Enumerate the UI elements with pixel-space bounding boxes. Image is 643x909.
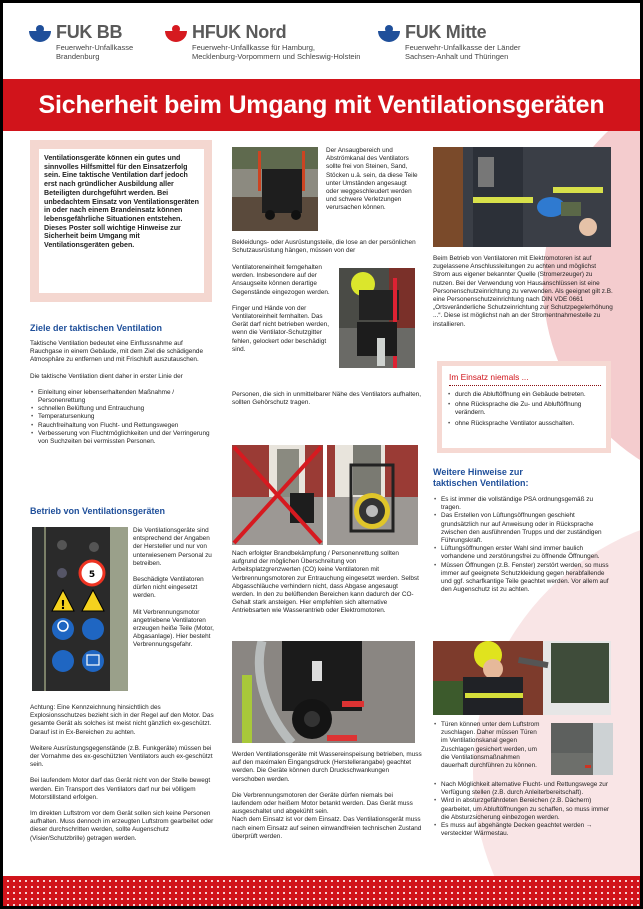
paragraph: Personen, die sich in unmittelbarer Nähe des Ventilators aufhalten, sollten Gehörschutz tragen. — [232, 391, 421, 407]
paragraph: Finger und Hände von der Ventilatoreinheit fernhalten. Das Gerät darf nicht betrieben werden, wenn die Ventilator-Schutzgitter fehlen, gelockert oder beschädigt sind. — [232, 304, 329, 353]
gehoer-text — [232, 391, 422, 415]
more-hints — [433, 781, 613, 838]
paragraph: Werden Ventilationsgeräte mit Wassereinspeisung betrieben, muss auf den maximalen Eingangsdruck (Herstellerangabe) geachtet werden. Die Geräte können durch Druckschwankungen verschoben werden. — [232, 751, 422, 783]
tueren-list — [433, 721, 541, 770]
list-item: • Lüftungsöffnungen erster Wahl sind immer baulich vorhandene und zerstörungsfrei zu öffnende Öffnungen. — [433, 545, 611, 561]
paragraph: Bekleidungs- oder Ausrüstungsteile, die lose an der persönlichen Schutzausrüstung hängen, müssen von der — [232, 239, 416, 255]
logo-fuk-bb — [29, 23, 133, 61]
photo-wrong-combustion-ventilator — [232, 445, 323, 545]
paragraph: Achtung: Eine Kennzeichnung hinsichtlich des Explosionsschutzes bezieht sich in der Regel auf den Motor. Das gesamte Gerät als solches ist meist nicht gänzlich ex-geschützt. Darauf ist in Ex-Bereichen zu achten. — [30, 704, 214, 736]
list-item: • Es muss auf abgehängte Decken geachtet werden → versteckter Wärmestau. — [433, 822, 613, 838]
dguv-logo-icon — [378, 25, 402, 45]
niemals-list — [447, 391, 599, 428]
logo-subtitle: Mecklenburg-Vorpommern und Schleswig-Holstein — [192, 52, 361, 61]
paragraph: Ventilatoreneinheit ferngehalten werden. Insbesondere auf der Ansaugseite können derartige Gegenstände eingezogen werden. — [232, 264, 330, 296]
photo-firefighter-ventilator — [339, 268, 415, 368]
logo-name: FUK Mitte — [405, 22, 487, 42]
page-title: Sicherheit beim Umgang mit Ventilationsgeräten — [38, 90, 605, 119]
elektro-text — [433, 255, 613, 337]
paragraph: Beschädigte Ventilatoren dürfen nicht eingesetzt werden. — [133, 576, 204, 600]
section-weitere — [433, 467, 611, 594]
paragraph: Die Ventilationsgeräte sind entsprechend der Angaben der Hersteller und nur von unterwiesenem Personal zu betreiben. — [133, 527, 212, 567]
list-item: • ohne Rücksprache die Zu- und Abluftöffnung verändern. — [447, 401, 599, 417]
heading-line: taktischen Ventilation: — [433, 478, 529, 488]
list-item: • Nach Möglichkeit alternative Flucht- und Rettungswege zur Verfügung stellen (z.B. durch Anleiterbereitschaft). — [433, 781, 613, 797]
section-heading: Ziele der taktischen Ventilation — [30, 323, 163, 333]
more-list — [433, 781, 613, 838]
paragraph: Taktische Ventilation bedeutet eine Einflussnahme auf Rauchgase in einem Gebäude, mit dem Ziel die schädigende Atmosphäre zu entfernen und mit Frischluft auszutauschen. — [30, 340, 204, 364]
logo-subtitle: Brandenburg — [56, 52, 100, 61]
dguv-logo-icon — [29, 25, 53, 45]
section-heading — [433, 467, 611, 489]
list-item: • ohne Rücksprache Ventilator ausschalten. — [447, 420, 599, 428]
list-item: • Rauchfreihaltung von Flucht- und Rettungswegen — [30, 422, 215, 430]
paragraph: Beim Betrieb von Ventilatoren mit Elektromotoren ist auf zugelassene Anschlussleitungen zu achten und möglichst Strom aus eigener bekannter Quelle (Stromerzeuger) zu nutzen. Bei der Verwendung von Hausanschlüssen ist eine Personenschutzeinrichtung zu verwenden. Als geeignet gilt z.B. eine Personenschutzeinrichtung nach DIN VDE 0661 „Ortsveränderliche Schutzeinrichtung zur Schutzpegelerhöhung ...“. Diese ist möglichst nah an der Stromentnahmestelle zu installieren. — [433, 255, 613, 328]
paragraph: Weitere Ausrüstungsgegenstände (z.B. Funkgeräte) müssen bei der Vornahme des ex-geschützten Ventilators auch ex-geschützt sein. — [30, 744, 213, 769]
betrieb-side-text — [133, 527, 217, 658]
list-item: • Es ist immer die vollständige PSA ordnungsgemäß zu tragen. — [433, 496, 611, 512]
list-item: • durch die Abluftöffnung ein Gebäude betreten. — [447, 391, 599, 399]
logo-name: HFUK Nord — [192, 22, 287, 42]
paragraph: Nach erfolgter Brandbekämpfung / Personenrettung sollten aufgrund der möglichen Überschreitung von Arbeitsplatzgrenzwerten (CO) keine Ventilatoren mit Verbrennungsmotoren zur Entrauchung eingesetzt werden. Selbst Abgasschläuche verhindern nicht, dass Abgase angesaugt werden. In den zu belüftenden Bereichen kann dadurch der CO-Gehalt stark ansteigen. Hier empfehlen sich alternative Antriebsarten wie Wasserantrieb oder Elektromotoren. — [232, 550, 419, 615]
betrieb-text — [30, 704, 217, 851]
photo-ventilator-ground — [232, 147, 318, 231]
logo-subtitle: Feuerwehr-Unfallkasse — [56, 43, 134, 52]
intro-box — [30, 140, 212, 302]
list-item: • Verbesserung von Fluchtmöglichkeiten und der Verringerung von Suchzeiten bei vermissten Personen. — [30, 430, 215, 446]
section-betrieb — [30, 506, 215, 523]
list-item: • Einleitung einer lebenserhaltenden Maßnahme / Personenrettung — [30, 389, 215, 405]
intro-text: Ventilationsgeräte können ein gutes und sinnvolles Hilfsmittel für den Einsatzerfolg sein. Eine taktische Ventilation darf jedoch erst nach gründlicher Ausbildung aller Beteiligten durchgeführt werden. Bei unbedachtem Einsatz von Ventilationsgeräten in oder nach einem Brandeinsatz können lebensgefährliche Situationen entstehen. Dieses Poster soll wichtige Hinweise zur Sicherheit beim Umgang mit Ventilationsgeräten geben. — [39, 149, 204, 293]
logo-subtitle: Feuerwehr-Unfallkasse der Länder — [405, 43, 521, 52]
section-ziele — [30, 323, 215, 446]
niemals-heading: Im Einsatz niemals ... — [449, 372, 601, 386]
title-band — [3, 79, 640, 131]
wasser-text — [232, 751, 422, 841]
list-item: • Wird in absturzgefährdeten Bereichen (z.B. Dächern) gearbeitet, um Abluftöffnungen zu schaffen, so muss immer die Absturzsicherung einbezogen werden. — [433, 797, 613, 822]
photo-firefighter-window — [433, 641, 611, 715]
bekleidung-rest-text — [232, 264, 330, 362]
section-heading: Betrieb von Ventilationsgeräten — [30, 506, 166, 516]
logo-subtitle: Sachsen-Anhalt und Thüringen — [405, 52, 509, 61]
dguv-logo-icon — [165, 25, 189, 45]
svg-text:!: ! — [60, 598, 66, 612]
list-item: • schnellen Belüftung und Entrauchung — [30, 405, 215, 413]
header — [3, 3, 640, 79]
photo-correct-electric-ventilator — [327, 445, 418, 545]
photo-electrical-connectors — [433, 147, 611, 247]
paragraph: Der Ansaugbereich und Abströmkanal des Ventilators sollte frei von Steinen, Sand, Stöcken u.ä. sein, da diese Teile unter Umständen angesaugt oder weggeschleudert werden und schwere Verletzungen verursachen können. — [326, 147, 418, 212]
list-item: • Müssen Öffnungen (z.B. Fenster) zerstört werden, so muss immer auf geeignete Schutzkleidung gegen herabfallende und ggf. scharfkantige Teile geachtet werden. Vor allem auf den Augenschutz ist zu achten. — [433, 562, 611, 595]
poster — [3, 3, 640, 906]
logo-fuk-mitte — [378, 23, 520, 61]
svg-text:5: 5 — [88, 570, 96, 580]
logo-subtitle: Feuerwehr-Unfallkasse für Hamburg, — [192, 43, 315, 52]
bekleidung-text — [232, 239, 422, 255]
photo-warning-signs — [32, 527, 128, 691]
niemals-box — [437, 361, 611, 453]
weitere-list — [433, 496, 611, 594]
paragraph: Bei laufendem Motor darf das Gerät nicht von der Stelle bewegt werden. Ein Transport des Ventilators darf nur bei völligem Motorstillstand erfolgen. — [30, 777, 211, 801]
logo-name: FUK BB — [56, 22, 123, 42]
photo-door-wedge — [551, 723, 613, 775]
paragraph: Die taktische Ventilation dient daher in erster Linie der — [30, 372, 183, 380]
paragraph: Mit Verbrennungsmotor angetriebene Ventilatoren erzeugen heiße Teile (Motor, Abgasanlage). Hier besteht Verbrennungsgefahr. — [133, 608, 214, 649]
paragraph: Die Verbrennungsmotoren der Geräte dürfen niemals bei laufendem oder heißem Motor betankt werden. Das Gerät muss ausgeschaltet und abgekühlt sein. — [232, 791, 413, 816]
paragraph: Nach dem Einsatz ist vor dem Einsatz. Das Ventilationsgerät muss nach einem Einsatz auf seinen einwandfreien technischen Zustand überprüft werden. — [232, 816, 422, 840]
list-item: • Türen können unter dem Luftstrom zuschlagen. Daher müssen Türen im Ventilationskanal gegen Zuschlagen gesichert werden, um die Ventilationsmaßnahmen dauerhaft durchführen zu können. — [433, 721, 541, 770]
heading-line: Weitere Hinweise zur — [433, 467, 523, 477]
ziele-list — [30, 389, 215, 446]
logo-hfuk-nord — [165, 23, 360, 61]
footer-band — [3, 876, 640, 906]
list-item: • Das Erstellen von Lüftungsöffnungen geschieht grundsätzlich nur auf Anweisung oder in Rücksprache zwischen den ausführenden Trupps und der zuständigen Führungskraft. — [433, 512, 611, 545]
brand-text — [232, 550, 422, 624]
list-item: • Temperatursenkung — [30, 413, 215, 421]
tueren-text — [433, 721, 541, 770]
photo-water-driven-ventilator — [232, 641, 415, 743]
ansaug-text — [326, 147, 418, 221]
paragraph: Im direkten Luftstrom vor dem Gerät sollen sich keine Personen aufhalten. Muss dennoch im erzeugten Luftstrom gearbeitet oder dieser durchschritten werden, sollte Augenschutz (Visier/Schutzbrille) getragen werden. — [30, 810, 214, 842]
